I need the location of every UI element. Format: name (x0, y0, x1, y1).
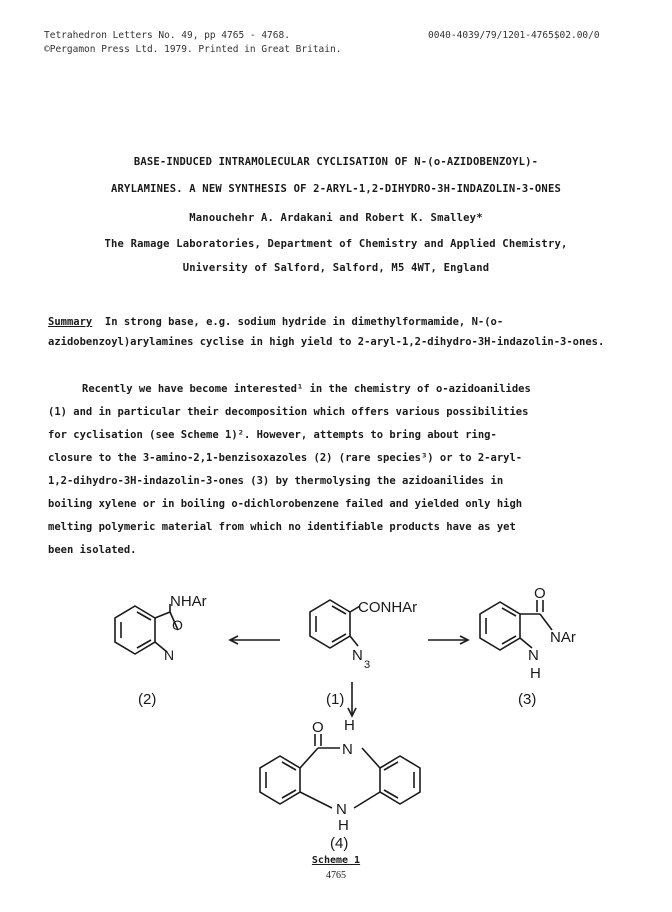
label-h4-top: H (344, 717, 355, 734)
label-nh-h: H (530, 665, 541, 682)
affiliation-line-2: University of Salford, Salford, M5 4WT, England (182, 262, 490, 274)
intro-line: (1) and in particular their decomposition which offers various possibilities (48, 406, 529, 418)
intro-line: 1,2-dihydro-3H-indazolin-3-ones (3) by thermolysing the azidoanilides in (48, 475, 504, 487)
article-code: 0040-4039/79/1201-4765$02.00/0 (428, 30, 600, 41)
intro-line: for cyclisation (see Scheme 1)². However, attempts to bring about ring- (48, 429, 497, 441)
copyright-line: ©Pergamon Press Ltd. 1979. Printed in Great Britain. (44, 44, 342, 55)
label-carbonyl-o: O (534, 585, 546, 602)
page-number: 4765 (326, 870, 346, 881)
intro-line: melting polymeric material from which no identifiable products have as yet (48, 521, 516, 533)
authors: Manouchehr A. Ardakani and Robert K. Smalley* (189, 212, 483, 224)
title-line-2: ARYLAMINES. A NEW SYNTHESIS OF 2-ARYL-1,2-DIHYDRO-3H-INDAZOLIN-3-ONES (111, 183, 561, 195)
label-nh-n: N (528, 647, 539, 664)
summary-label: Summary (48, 316, 93, 328)
label-o4: O (312, 719, 324, 736)
title-line-1: BASE-INDUCED INTRAMOLECULAR CYCLISATION OF N-(o-AZIDOBENZOYL)- (133, 156, 539, 168)
journal-citation: Tetrahedron Letters No. 49, pp 4765 - 4768. (44, 30, 290, 41)
label-nhar: NHAr (170, 593, 207, 610)
label-h4-bot: H (338, 817, 349, 834)
label-o-ring: O (172, 617, 183, 633)
compound-4-label: (4) (330, 835, 349, 852)
label-n4-top: N (342, 741, 353, 758)
intro-line: closure to the 3-amino-2,1-benzisoxazoles (2) (rare species³) or to 2-aryl- (48, 452, 523, 464)
label-conhar: CONHAr (358, 599, 418, 616)
intro-line: boiling xylene or in boiling o-dichlorobenzene failed and yielded only high (48, 498, 523, 510)
compound-4-structure (260, 734, 420, 808)
label-nar: NAr (550, 629, 576, 646)
label-azide-sub: 3 (364, 659, 371, 671)
scheme-caption: Scheme 1 (311, 855, 361, 866)
label-azide-n: N (352, 647, 363, 664)
affiliation-line-1: The Ramage Laboratories, Department of Chemistry and Applied Chemistry, (104, 238, 568, 250)
label-n4-bot: N (336, 801, 347, 818)
compound-1-structure (310, 600, 360, 648)
intro-line: been isolated. (48, 544, 137, 556)
compound-3-structure (480, 600, 552, 650)
compound-2-label: (2) (138, 691, 157, 708)
label-n-ring: N (164, 647, 175, 663)
compound-3-label: (3) (518, 691, 537, 708)
compound-1-label: (1) (326, 691, 345, 708)
summary-text: In strong base, e.g. sodium hydride in dimethylformamide, N-(o-azidobenzoyl)arylamines cyclise in high yield to 2-aryl-1,2-dihydro-3H-indazolin-3-ones. (48, 316, 605, 348)
intro-line: Recently we have become interested¹ in the chemistry of o-azidoanilides (82, 383, 531, 395)
